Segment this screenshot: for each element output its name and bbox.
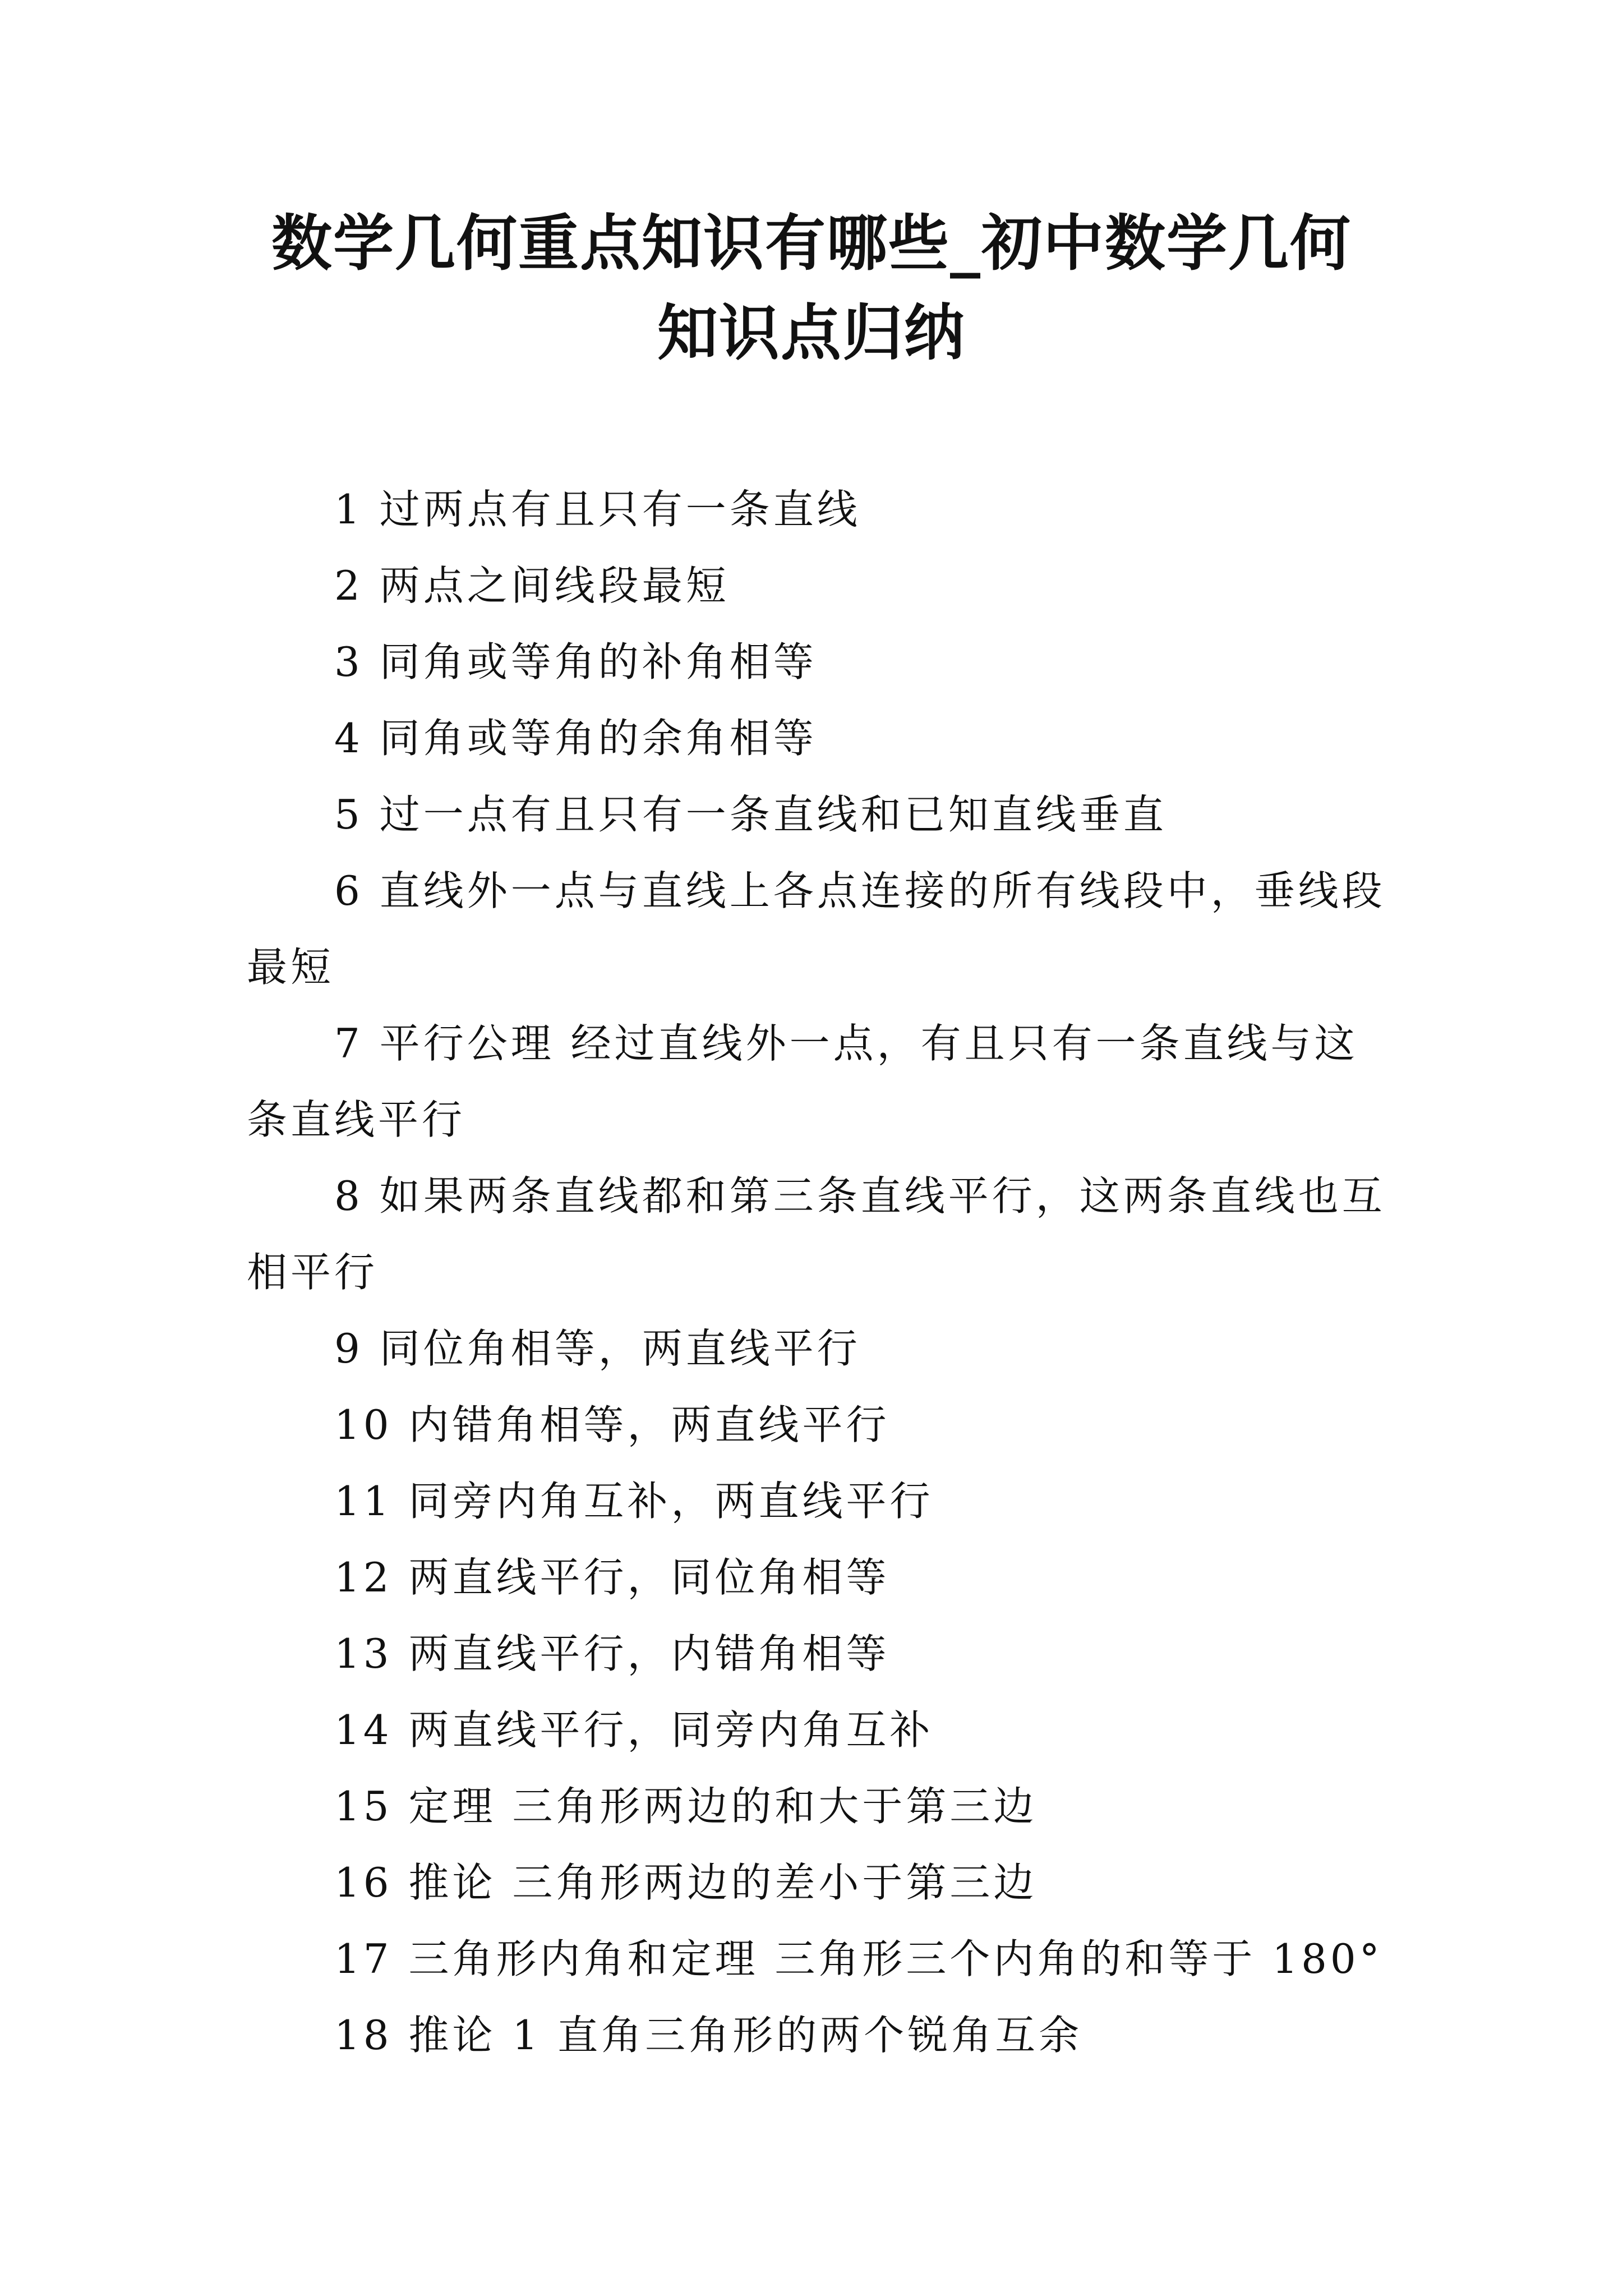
- list-item: 7 平行公理 经过直线外一点，有且只有一条直线与这条直线平行: [247, 1020, 1358, 1143]
- list-item: 15 定理 三角形两边的和大于第三边: [334, 1783, 1038, 1830]
- list-item: 5 过一点有且只有一条直线和已知直线垂直: [334, 791, 1167, 838]
- list-item: 3 同角或等角的补角相等: [334, 638, 817, 685]
- document-body: [247, 471, 1391, 2073]
- list-item: 6 直线外一点与直线上各点连接的所有线段中，垂线段最短: [247, 867, 1386, 991]
- list-item: 8 如果两条直线都和第三条直线平行，这两条直线也互相平行: [247, 1172, 1386, 1296]
- document-title: 数学几何重点知识有哪些_初中数学几何知识点归纳: [271, 209, 1352, 369]
- list-item: 4 同角或等角的余角相等: [334, 715, 817, 762]
- list-item: 12 两直线平行，同位角相等: [334, 1554, 890, 1601]
- list-item: 2 两点之间线段最短: [334, 562, 730, 609]
- list-item: 9 同位角相等，两直线平行: [334, 1325, 861, 1372]
- list-item: 1 过两点有且只有一条直线: [334, 486, 861, 533]
- list-item: 17 三角形内角和定理 三角形三个内角的和等于 180°: [334, 1935, 1383, 1982]
- list-item: 18 推论 1 直角三角形的两个锐角互余: [334, 2012, 1083, 2059]
- list-item: 16 推论 三角形两边的差小于第三边: [334, 1859, 1038, 1906]
- list-item: 14 两直线平行，同旁内角互补: [334, 1706, 934, 1754]
- list-item: 13 两直线平行，内错角相等: [334, 1630, 890, 1677]
- list-item: 11 同旁内角互补，两直线平行: [334, 1478, 934, 1525]
- list-item: 10 内错角相等，两直线平行: [334, 1401, 890, 1448]
